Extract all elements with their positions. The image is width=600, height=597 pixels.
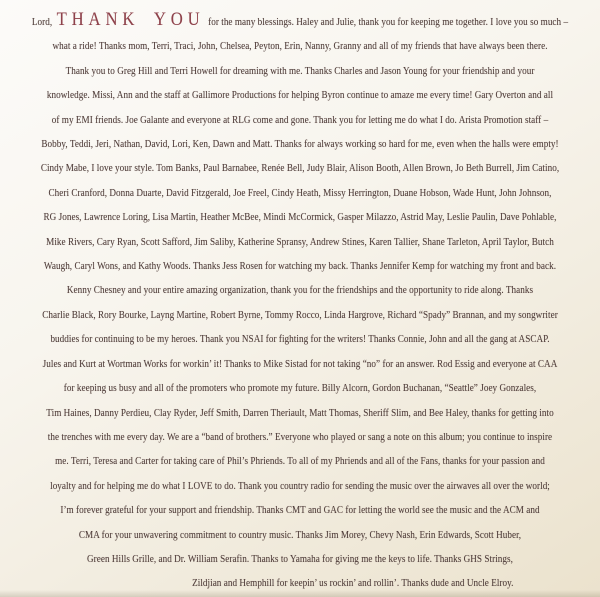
text-line: Thank you to Greg Hill and Terri Howell for dreaming with me. Thanks Charles and Jason Young for your friendship and your xyxy=(65,65,535,77)
text-line: loyalty and for helping me do what I LOVE to do. Thank you country radio for sending the music over the airwaves all over the world; xyxy=(50,480,550,492)
thank-you-heading: THANK YOU xyxy=(56,9,205,30)
text-line: RG Jones, Lawrence Loring, Lisa Martin, Heather McBee, Mindi McCormick, Gasper Milazzo, Astrid May, Leslie Paulin, Dave Pohlable, xyxy=(43,212,557,224)
text-line: me. Terri, Teresa and Carter for taking care of Phil’s Phriends. To all of my Phriends and all of the Fans, thanks for your passion and xyxy=(55,456,545,468)
text-line: Tim Haines, Danny Perdieu, Clay Ryder, Jeff Smith, Darren Theriault, Matt Thomas, Sheriff Slim, and Bee Haley, thanks for getting into xyxy=(46,407,554,419)
text-line: Mike Rivers, Cary Ryan, Scott Safford, Jim Saliby, Katherine Spransy, Andrew Stines, Karen Tallier, Shane Tarleton, April Taylor, Butch xyxy=(46,236,554,248)
text-line-first xyxy=(0,10,600,35)
text-line: Jules and Kurt at Wortman Works for workin’ it! Thanks to Mike Sistad for not taking “no” for an answer. Rod Essig and everyone at CAA xyxy=(42,358,558,370)
line1-suffix: for the many blessings. Haley and Julie, thank you for keeping me together. I love you so much – xyxy=(208,17,569,28)
text-line: what a ride! Thanks mom, Terri, Traci, John, Chelsea, Peyton, Erin, Nanny, Granny and all of my friends that have always been there. xyxy=(52,41,548,53)
thank-you-text xyxy=(0,10,600,597)
text-line: Zildjian and Hemphill for keepin’ us rockin’ and rollin’. Thanks dude and Uncle Elroy. xyxy=(192,578,514,590)
text-line: knowledge. Missi, Ann and the staff at Gallimore Productions for helping Byron continue to amaze me every time! Gary Overton and all xyxy=(46,90,554,102)
line1-prefix: Lord, xyxy=(31,17,53,28)
text-line: buddies for continuing to be my heroes. Thank you NSAI for fighting for the writers! Thanks Connie, John and all the gang at ASCAP. xyxy=(50,334,550,346)
text-line: Charlie Black, Rory Bourke, Layng Martine, Robert Byrne, Tommy Rocco, Linda Hargrove, Richard “Spady” Brannan, and my songwriter xyxy=(42,309,558,321)
text-line: of my EMI friends. Joe Galante and everyone at RLG come and gone. Thank you for letting me do what I do. Arista Promotion staff – xyxy=(51,114,549,126)
text-line: CMA for your unwavering commitment to country music. Thanks Jim Morey, Chevy Nash, Erin Edwards, Scott Huber, xyxy=(78,529,522,541)
text-line: the trenches with me every day. We are a “band of brothers.” Everyone who played or sang a note on this album; you continue to inspire xyxy=(47,431,553,443)
text-line: Green Hills Grille, and Dr. William Serafin. Thanks to Yamaha for giving me the keys to life. Thanks GHS Strings, xyxy=(87,553,513,565)
text-line: Kenny Chesney and your entire amazing organization, thank you for the friendships and the opportunity to ride along. Thanks xyxy=(66,285,534,297)
text-line: for keeping us busy and all of the promoters who promote my future. Billy Alcorn, Gordon Buchanan, “Seattle” Joey Gonzales, xyxy=(63,383,537,395)
text-line: Cheri Cranford, Donna Duarte, David Fitzgerald, Joe Freel, Cindy Heath, Missy Herrington, Duane Hobson, Wade Hunt, John Johnson, xyxy=(48,187,552,199)
text-line: I’m forever grateful for your support and friendship. Thanks CMT and GAC for letting the world see the music and the ACM and xyxy=(60,505,540,517)
text-line: Waugh, Caryl Wons, and Kathy Woods. Thanks Jess Rosen for watching my back. Thanks Jennifer Kemp for watching my front and back. xyxy=(43,261,557,273)
text-line: Cindy Mabe, I love your style. Tom Banks, Paul Barnabee, Renée Bell, Judy Blair, Alison Booth, Allen Brown, Jo Beth Burrell, Jim Catino, xyxy=(40,163,560,175)
text-line: Bobby, Teddi, Jeri, Nathan, David, Lori, Ken, Dawn and Matt. Thanks for always working so hard for me, even when the halls were empty! xyxy=(41,139,559,151)
